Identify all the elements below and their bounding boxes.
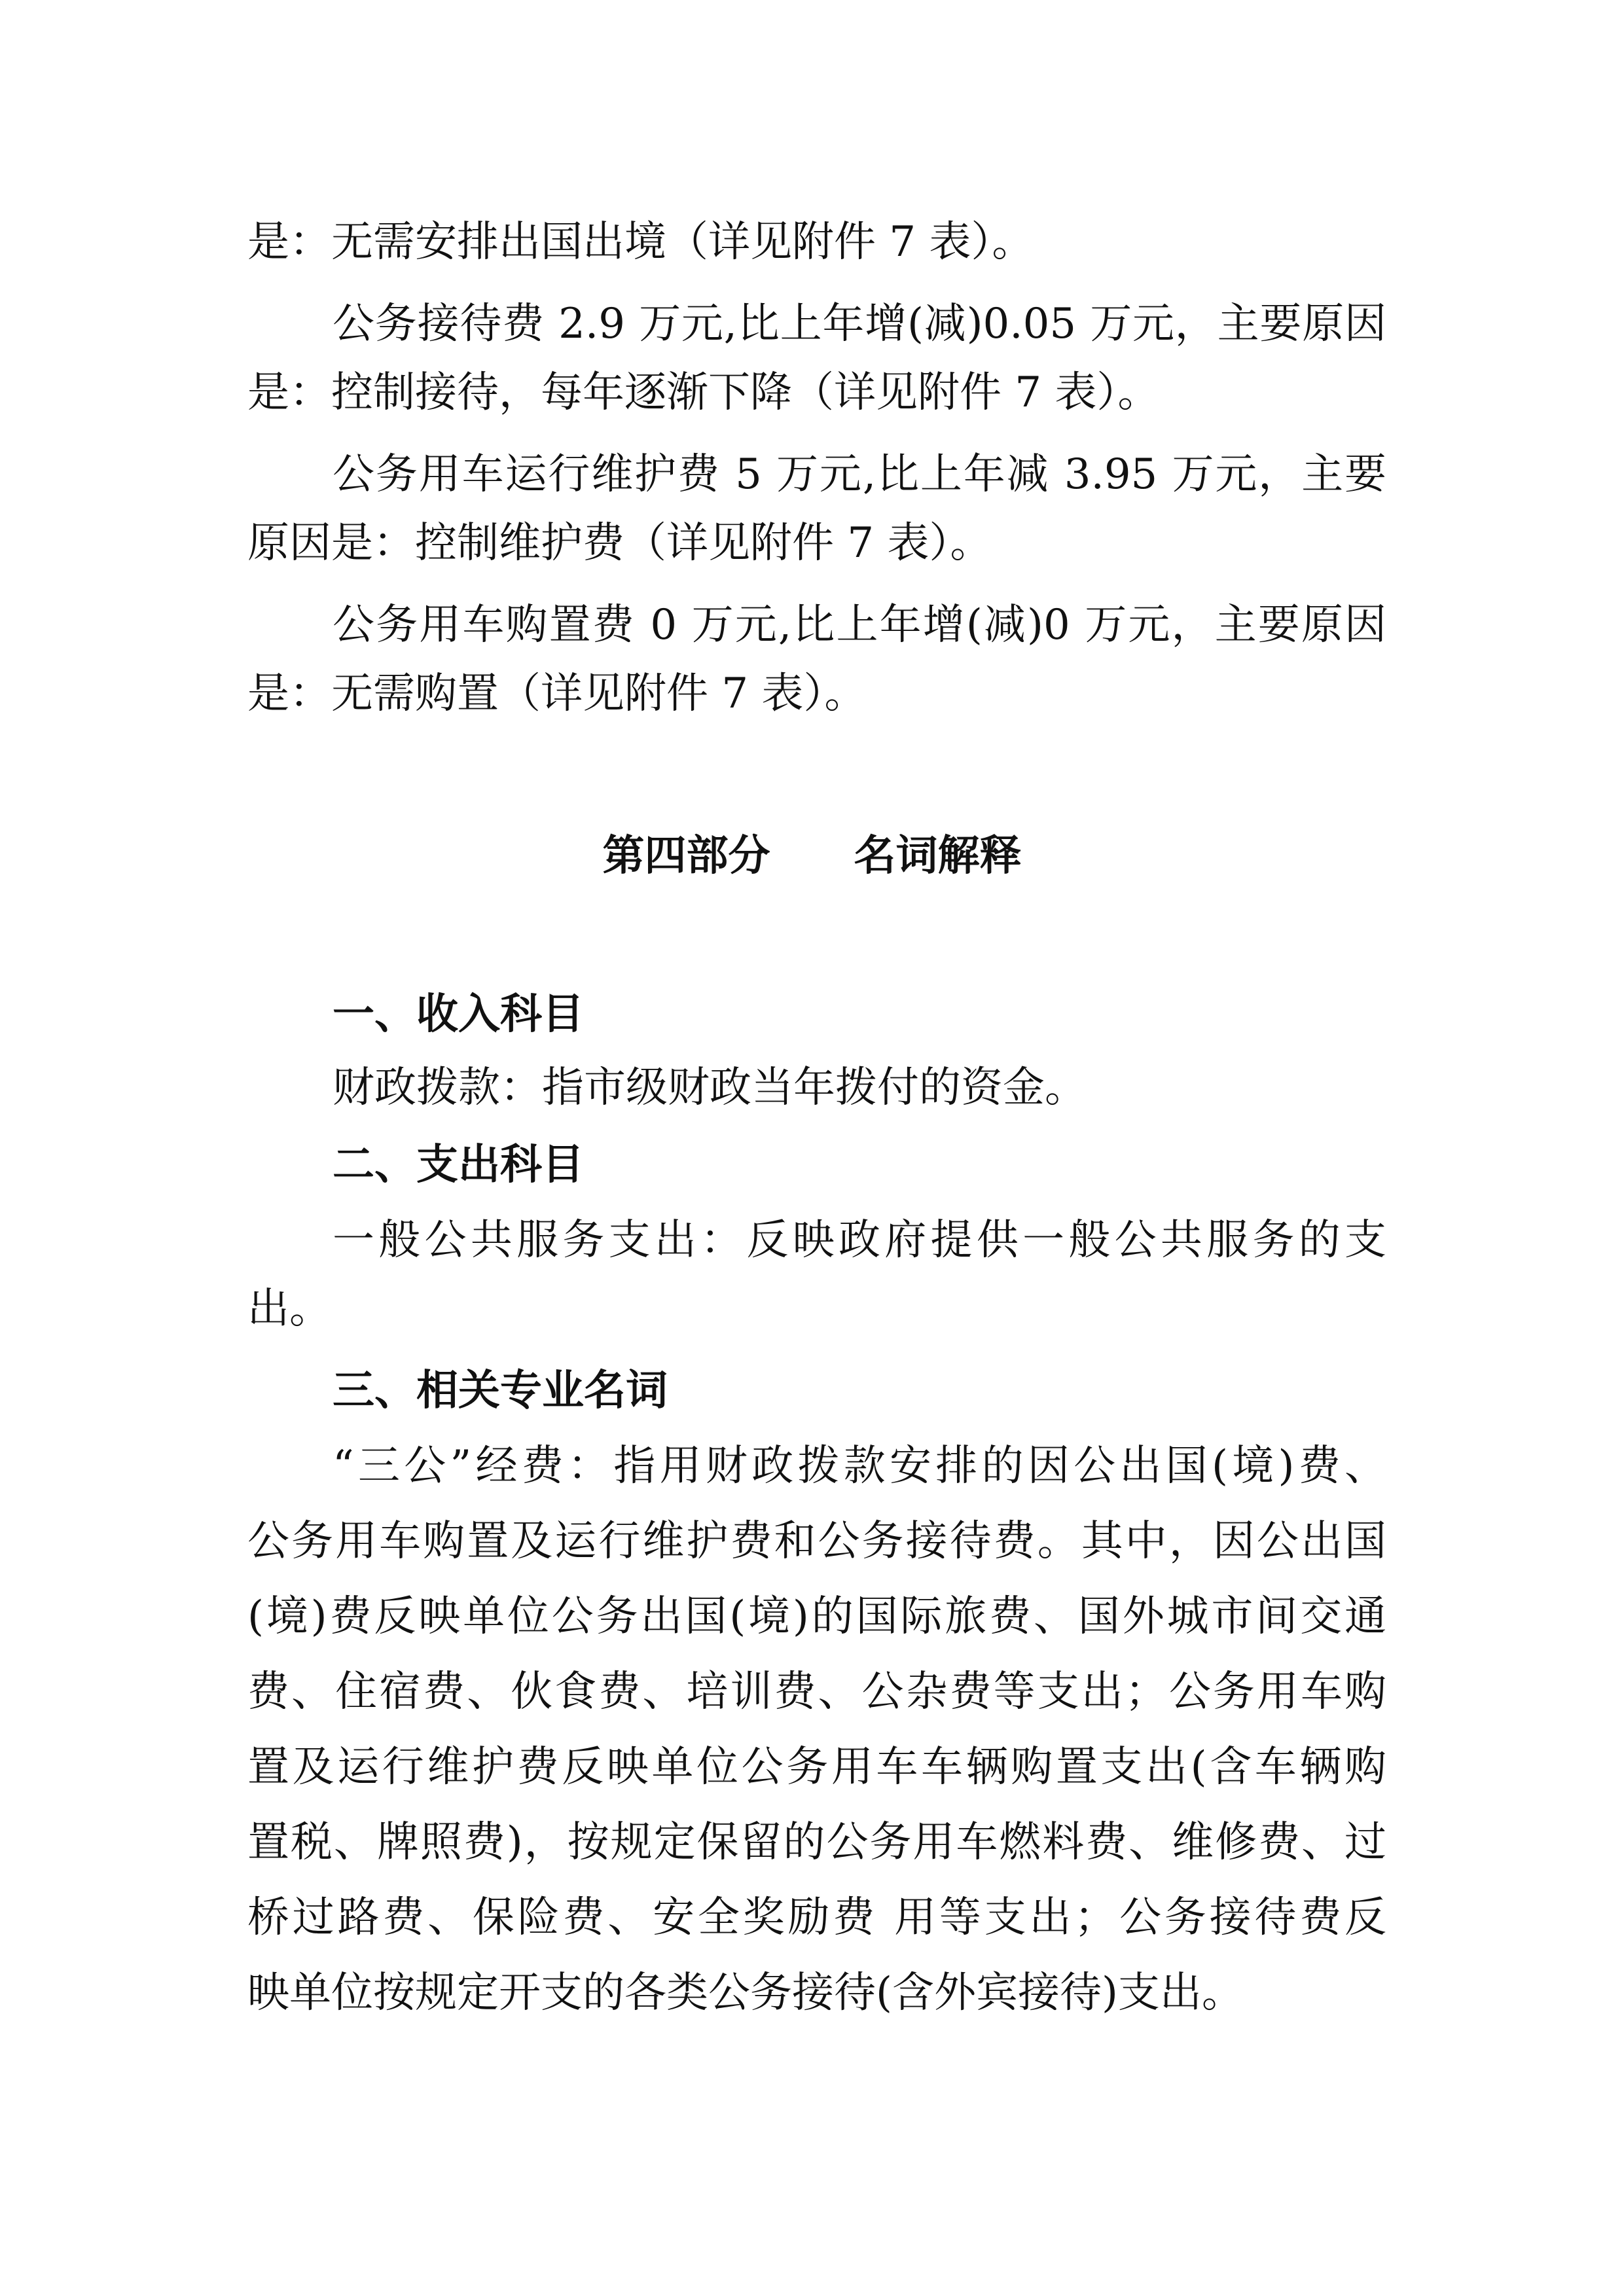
text-line: 置税、牌照费)，按规定保留的公务用车燃料费、维修费、过 [247,1818,1386,1867]
part-title: 第四部分 名词解释 [602,832,1022,880]
text-line: (境)费反映单位公务出国(境)的国际旅费、国外城市间交通 [247,1592,1386,1641]
text-line: 公务用车运行维护费 5 万元,比上年减 3.95 万元，主要 [333,450,1386,499]
text-line: 映单位按规定开支的各类公务接待(含外宾接待)支出。 [247,1969,1244,2017]
section-heading-income: 一、收入科目 [333,990,584,1039]
text-line: “三公”经费：指用财政拨款安排的因公出国(境)费、 [333,1442,1386,1490]
text-line: 公务用车购置费 0 万元,比上年增(减)0 万元，主要原因 [333,601,1386,649]
text-line: 是：控制接待，每年逐渐下降（详见附件 7 表）。 [247,368,1160,417]
text-line: 是：无需购置（详见附件 7 表）。 [247,670,867,718]
text-line: 公务用车购置及运行维护费和公务接待费。其中，因公出国 [247,1517,1386,1566]
text-line: 原因是：控制维护费（详见附件 7 表）。 [247,519,992,567]
text-line: 财政拨款：指市级财政当年拨付的资金。 [333,1064,1087,1112]
text-line: 公务接待费 2.9 万元,比上年增(减)0.05 万元，主要原因 [333,300,1386,348]
section-heading-terms: 三、相关专业名词 [333,1367,668,1415]
text-line: 置及运行维护费反映单位公务用车车辆购置支出(含车辆购 [247,1743,1386,1791]
text-line: 是：无需安排出国出境（详见附件 7 表）。 [247,218,1034,266]
section-heading-expense: 二、支出科目 [333,1141,584,1189]
text-line: 一般公共服务支出：反映政府提供一般公共服务的支 [333,1216,1386,1265]
text-line: 桥过路费、保险费、安全奖励费 用等支出；公务接待费反 [247,1893,1386,1942]
text-line: 费、住宿费、伙食费、培训费、公杂费等支出；公务用车购 [247,1668,1386,1716]
text-line: 出。 [247,1285,331,1333]
